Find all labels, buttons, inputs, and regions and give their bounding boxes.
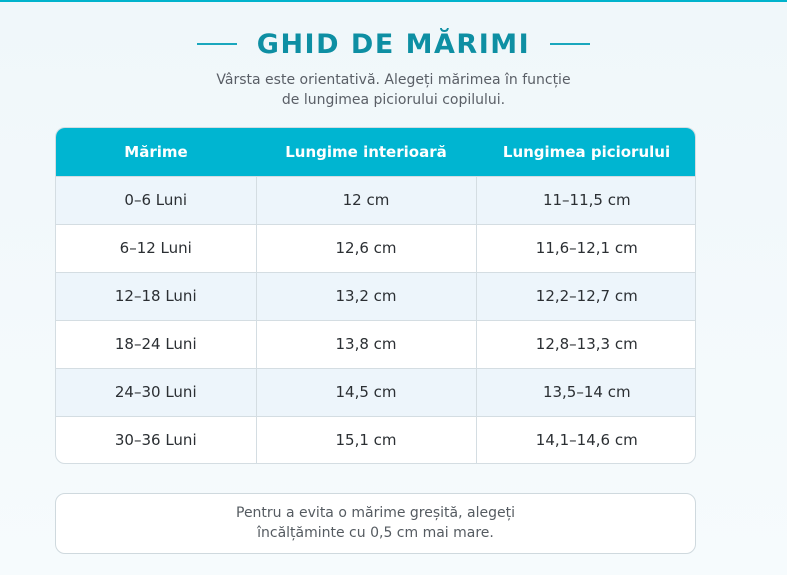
title-row — [0, 26, 787, 62]
size-table-container — [55, 127, 696, 464]
header-foot-length: Lungimea piciorului — [476, 128, 696, 176]
table-row — [56, 176, 696, 224]
table-row — [56, 416, 696, 464]
table-row — [56, 224, 696, 272]
title-line-left — [197, 43, 237, 45]
header-inner-length: Lungime interioară — [256, 128, 476, 176]
cell-inner-length: 15,1 cm — [256, 416, 476, 464]
cell-foot-length: 13,5–14 cm — [476, 368, 696, 416]
cell-foot-length: 14,1–14,6 cm — [476, 416, 696, 464]
page-title: GHID DE MĂRIMI — [256, 28, 531, 60]
table-header-row — [56, 128, 696, 176]
header-size: Mărime — [56, 128, 256, 176]
cell-inner-length: 13,2 cm — [256, 272, 476, 320]
subtitle-line-1: Vârsta este orientativă. Alegeți mărimea în funcție — [216, 72, 571, 88]
cell-size: 12–18 Luni — [56, 272, 256, 320]
tip-note — [55, 493, 696, 554]
cell-inner-length: 14,5 cm — [256, 368, 476, 416]
cell-size: 30–36 Luni — [56, 416, 256, 464]
cell-foot-length: 12,2–12,7 cm — [476, 272, 696, 320]
cell-foot-length: 12,8–13,3 cm — [476, 320, 696, 368]
subtitle — [0, 70, 787, 110]
subtitle-line-2: de lungimea piciorului copilului. — [281, 92, 506, 108]
cell-inner-length: 13,8 cm — [256, 320, 476, 368]
cell-foot-length: 11,6–12,1 cm — [476, 224, 696, 272]
cell-size: 24–30 Luni — [56, 368, 256, 416]
cell-foot-length: 11–11,5 cm — [476, 176, 696, 224]
cell-size: 18–24 Luni — [56, 320, 256, 368]
cell-size: 0–6 Luni — [56, 176, 256, 224]
table-row — [56, 368, 696, 416]
title-line-right — [550, 43, 590, 45]
tip-note-line-1: Pentru a evita o mărime greșită, alegeți — [236, 505, 515, 521]
cell-inner-length: 12,6 cm — [256, 224, 476, 272]
table-row — [56, 320, 696, 368]
table-row — [56, 272, 696, 320]
size-table — [56, 128, 696, 464]
tip-note-line-2: încălțăminte cu 0,5 cm mai mare. — [257, 525, 494, 541]
cell-inner-length: 12 cm — [256, 176, 476, 224]
cell-size: 6–12 Luni — [56, 224, 256, 272]
